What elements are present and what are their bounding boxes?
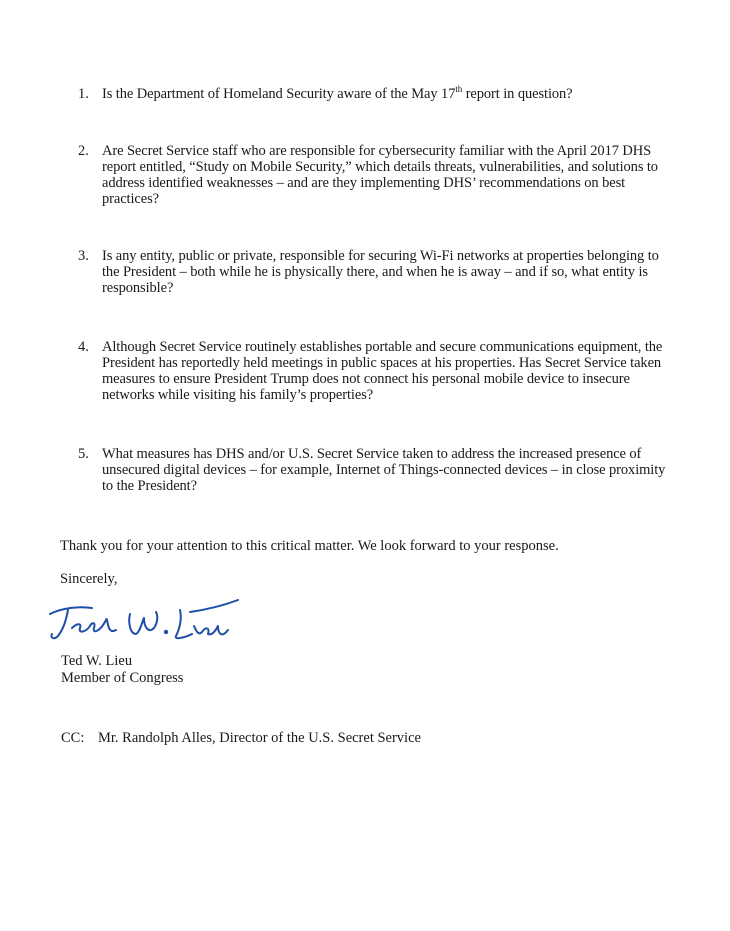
- question-number: 1.: [78, 86, 89, 102]
- question-text: [102, 86, 677, 102]
- question-line: the President – both while he is physically there, and when he is away – and if so, what entity is: [102, 264, 648, 280]
- question-number: 2.: [78, 143, 89, 159]
- question-text: [102, 339, 677, 403]
- cc-recipient: Mr. Randolph Alles, Director of the U.S. Secret Service: [98, 730, 421, 746]
- question-line: address identified weaknesses – and are they implementing DHS’ recommendations on best: [102, 175, 626, 191]
- signature-image: [44, 596, 244, 646]
- question-line: Is any entity, public or private, responsible for securing Wi-Fi networks at properties belonging to: [102, 248, 659, 264]
- signer-name: Ted W. Lieu: [61, 653, 133, 669]
- cc-line: [61, 730, 421, 746]
- question-line: President has reportedly held meetings in public spaces at his properties. Has Secret Service taken: [102, 355, 662, 371]
- question-number: 4.: [78, 339, 89, 355]
- question-line: measures to ensure President Trump does not connect his personal mobile device to insecure: [102, 371, 630, 387]
- cc-label: CC:: [61, 730, 85, 746]
- question-text: [102, 446, 677, 494]
- question-text: [102, 143, 677, 207]
- question-number: 3.: [78, 248, 89, 264]
- ordinal-superscript: th: [455, 84, 463, 95]
- question-line: practices?: [102, 191, 159, 207]
- signer-title: Member of Congress: [61, 670, 184, 686]
- question-line: report entitled, “Study on Mobile Security,” which details threats, vulnerabilities, and solutions to: [102, 159, 658, 175]
- question-text: [102, 248, 677, 296]
- closing-thanks: Thank you for your attention to this critical matter. We look forward to your response.: [60, 538, 559, 554]
- question-line: responsible?: [102, 280, 174, 296]
- question-number: 5.: [78, 446, 89, 462]
- question-line: networks while visiting his family’s properties?: [102, 387, 374, 403]
- question-line: What measures has DHS and/or U.S. Secret Service taken to address the increased presence of: [102, 446, 642, 462]
- question-text-part: report in question?: [462, 86, 573, 102]
- question-line: Are Secret Service staff who are responsible for cybersecurity familiar with the April 2017 DHS: [102, 143, 652, 159]
- question-line: unsecured digital devices – for example, Internet of Things-connected devices – in close proximity: [102, 462, 666, 478]
- question-line: to the President?: [102, 478, 197, 494]
- closing-salutation: Sincerely,: [60, 571, 118, 587]
- question-line: Although Secret Service routinely establishes portable and secure communications equipment, the: [102, 339, 663, 355]
- question-text-part: Is the Department of Homeland Security aware of the May 17: [102, 86, 456, 102]
